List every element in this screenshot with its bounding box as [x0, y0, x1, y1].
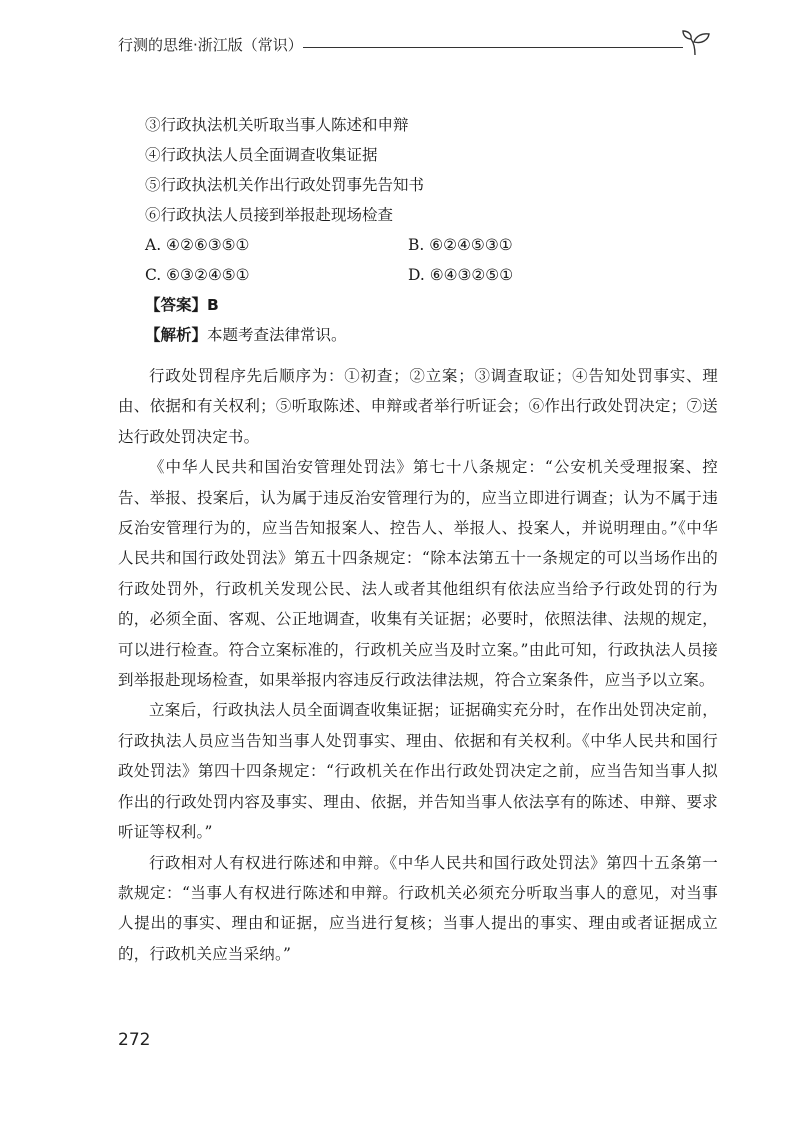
paragraph: 《中华人民共和国治安管理处罚法》第七十八条规定：“公安机关受理报案、控告、举报、投案后，认为属于违反治安管理行为的，应当立即进行调查；认为不属于违反治安管理行为的，应当告知报案人、控告人、举报人、投案人，并说明理由。”《中华人民共和国行政处罚法》第五十四条规定：“除本法第五十一条规定的可以当场作出的行政处罚外，行政机关发现公民、法人或者其他组织有依法应当给予行政处罚的行为的，必须全面、客观、公正地调查，收集有关证据；必要时，依照法律、法规的规定，可以进行检查。符合立案标准的，行政机关应当及时立案。”由此可知，行政执法人员接到举报赴现场检查，如果举报内容违反行政法律法规，符合立案条件，应当予以立案。 [118, 458, 718, 690]
step-item: ④行政执法人员全面调查收集证据 [145, 146, 378, 164]
answer-line [145, 290, 715, 320]
option-a: A. ④②⑥③⑤① [145, 236, 250, 254]
option-d: D. ⑥④③②⑤① [408, 266, 514, 284]
step-item: ⑤行政执法机关作出行政处罚事先告知书 [145, 176, 425, 194]
option-row [145, 260, 715, 290]
header-rule [303, 47, 683, 48]
analysis-label: 【解析】 [145, 326, 208, 344]
analysis-line [145, 320, 715, 350]
option-b: B. ⑥②④⑤③① [408, 236, 513, 254]
sprout-icon [681, 30, 711, 56]
question-block [145, 110, 715, 350]
step-item: ③行政执法机关听取当事人陈述和申辩 [145, 116, 409, 134]
answer-value: B [207, 296, 219, 314]
page-number: 272 [118, 1030, 151, 1050]
paragraph: 立案后，行政执法人员全面调查收集证据；证据确实充分时，在作出处罚决定前，行政执法人员应当告知当事人处罚事实、理由、依据和有关权利。《中华人民共和国行政处罚法》第四十四条规定：“行政机关在作出行政处罚决定之前，应当告知当事人拟作出的行政处罚内容及事实、理由、依据，并告知当事人依法享有的陈述、申辩、要求听证等权利。” [118, 701, 718, 842]
analysis-text: 本题考查法律常识。 [207, 326, 347, 344]
paragraph: 行政处罚程序先后顺序为：①初查；②立案；③调查取证；④告知处罚事实、理由、依据和有关权利；⑤听取陈述、申辩或者举行听证会；⑥作出行政处罚决定；⑦送达行政处罚决定书。 [118, 367, 718, 446]
step-item: ⑥行政执法人员接到举报赴现场检查 [145, 206, 394, 224]
paragraph: 行政相对人有权进行陈述和申辩。《中华人民共和国行政处罚法》第四十五条第一款规定：“当事人有权进行陈述和申辩。行政机关必须充分听取当事人的意见，对当事人提出的事实、理由和证据，应当进行复核；当事人提出的事实、理由或者证据成立的，行政机关应当采纳。” [118, 853, 718, 963]
running-header [118, 30, 718, 58]
option-row [145, 230, 715, 260]
answer-label: 【答案】 [145, 296, 208, 314]
header-title: 行测的思维·浙江版（常识） [118, 36, 303, 54]
option-c: C. ⑥③②④⑤① [145, 266, 250, 284]
explanation-body [118, 361, 718, 969]
